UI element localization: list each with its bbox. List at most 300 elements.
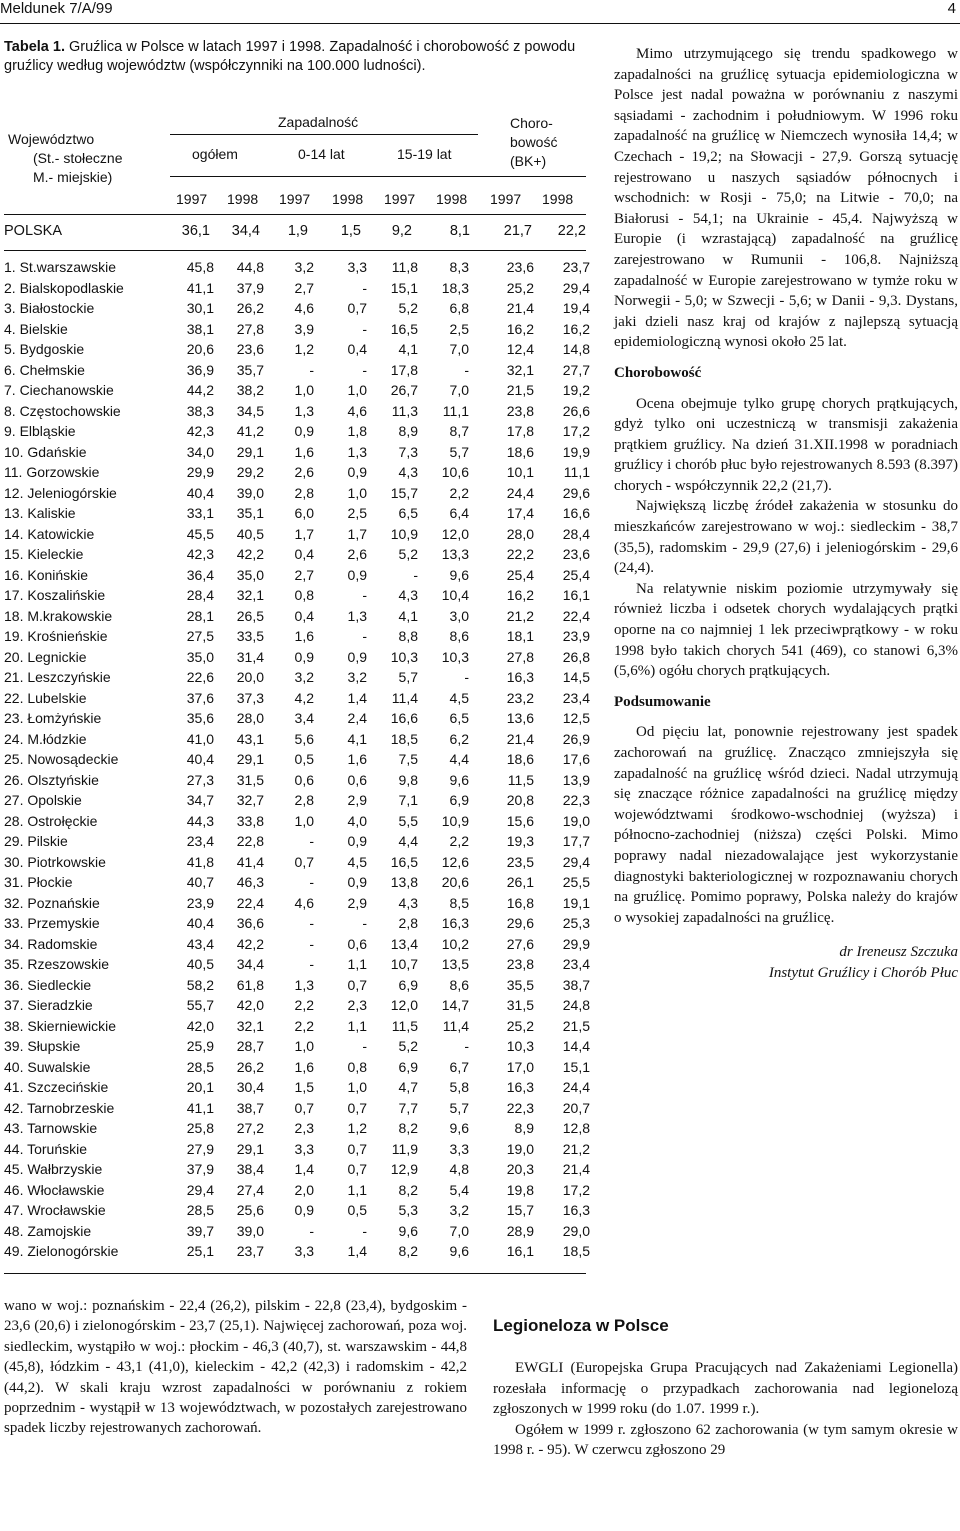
voivodeship-name: 34. Radomskie [4,935,98,952]
table-cell: 16,6 [562,505,590,521]
table-cell: 3,9 [294,320,314,337]
table-cell: 25,4 [562,566,590,583]
table-cell: 1,7 [294,525,314,542]
table-cell: 45,5 [186,525,214,542]
table-cell: 29,6 [562,484,590,501]
table-cell: - [362,587,367,603]
paragraph: EWGLI (Europejska Grupa Pracujących nad Zakażeniami Legionella) rozesłała informację o przypadkach zachorowania nad legionelozą zgłoszonych w 1999 roku (do 1.07. 1999 r.). [493,1360,958,1418]
bulletin-title: Meldunek 7/A/99 [0,0,113,17]
table-cell: 1,0 [347,382,367,398]
table-cell: 5,2 [398,1038,418,1054]
table-cell: 0,8 [347,1058,367,1075]
voivodeship-name: 42. Tarnobrzeskie [4,1099,115,1116]
table-cell: 2,9 [347,792,367,808]
table-cell: 11,5 [391,1017,418,1034]
table-cell: 8,9 [514,1120,534,1136]
table-row [4,585,590,606]
table-cell: 40,4 [186,915,214,931]
table-cell: 23,9 [562,628,590,644]
table-cell: 28,0 [236,710,264,726]
table-cell: 9,8 [398,771,418,788]
voivodeship-name: 15. Kieleckie [4,546,84,562]
table-cell: 44,2 [186,382,214,398]
polska-value: 34,4 [231,223,260,239]
col-head-miejskie: M.- miejskie) [33,169,113,185]
table-cell: 1,3 [347,607,367,624]
table-cell: 16,3 [441,915,469,931]
table-cell: 38,2 [236,382,264,398]
table-cell: 5,2 [398,300,418,316]
table-cell: - [362,915,367,931]
table-cell: - [309,361,314,378]
table-row [4,647,590,668]
table-cell: 21,4 [506,730,534,747]
table-cell: 42,0 [236,997,264,1013]
voivodeship-name: 27. Opolskie [4,792,82,808]
table-cell: 29,9 [186,464,214,480]
year-3: 1997 [279,191,311,207]
table-cell: - [362,628,367,644]
table-cell: 45,8 [186,259,214,275]
table-cell: 8,2 [398,1243,418,1259]
table-cell: 1,2 [347,1120,367,1136]
table-cell: 0,6 [347,771,367,788]
table-cell: 29,6 [506,915,534,931]
table-cell: 32,1 [236,587,264,603]
table-cell: 8,5 [449,894,469,911]
table-cell: 0,7 [347,1161,367,1177]
table-cell: 24,8 [562,997,590,1013]
table-cell: 38,7 [236,1099,264,1116]
table-cell: 36,6 [236,915,264,931]
table-cell: 2,2 [294,1017,314,1034]
table-cell: 1,2 [294,341,314,357]
voivodeship-table [4,257,590,1262]
table-cell: 26,9 [562,730,590,747]
table-cell: 19,9 [562,443,590,460]
table-cell: 16,6 [390,710,418,726]
table-cell: 3,2 [294,669,314,685]
table-cell: 6,0 [294,505,314,521]
voivodeship-name: 4. Bielskie [4,320,68,337]
paragraph: Ocena obejmuje tylko grupę chorych prątkujących, gdyż tylko oni uczestniczą w transmisji zakażenia prątkiem gruźlicy. Na dzień 31.XII.1998 w poradniach gruźlicy i chorób płuc było rejestrowanych 8.593 (8.397) chorych - współczynnik 22,2 (21,7). [614,395,958,494]
table-cell: 27,3 [186,771,214,788]
table-cell: 31,5 [236,771,264,788]
table-cell: 29,4 [562,279,590,296]
voivodeship-name: 41. Szczecińskie [4,1079,109,1095]
table-cell: 10,2 [441,935,469,952]
table-cell: 39,0 [236,484,264,501]
table-cell: 7,0 [449,341,469,357]
polska-value: 8,1 [449,223,470,239]
table-row [4,1139,590,1160]
table-cell: 3,4 [294,710,314,726]
table-cell: 3,3 [294,1243,314,1259]
table-cell: 28,5 [186,1202,214,1218]
table-cell: 20,6 [441,874,469,890]
table-cell: 10,4 [441,587,469,603]
voivodeship-name: 2. Bialskopodlaskie [4,279,124,296]
table-cell: 1,3 [347,443,367,460]
table-cell: 0,5 [347,1202,367,1218]
table-cell: 1,1 [347,956,367,972]
table-cell: 11,4 [391,689,418,706]
table-cell: - [362,279,367,296]
table-cell: 30,4 [236,1079,264,1095]
table-cell: 18,6 [506,751,534,767]
table-cell: 28,4 [186,587,214,603]
table-cell: 19,3 [506,833,534,849]
table-cell: - [309,935,314,952]
page-number: 4 [947,0,956,17]
table-cell: 7,7 [398,1099,418,1116]
table-cell: 1,7 [347,525,367,542]
table-cell: 1,4 [347,689,367,706]
table-cell: 23,7 [562,259,590,275]
table-cell: 37,6 [186,689,214,706]
polska-value: 1,5 [340,223,361,239]
table-cell: 4,1 [347,730,367,747]
table-cell: 12,5 [562,710,590,726]
table-cell: 2,2 [449,484,469,501]
table-cell: 1,6 [294,1058,314,1075]
voivodeship-name: 7. Ciechanowskie [4,382,114,398]
table-cell: 28,7 [236,1038,264,1054]
table-cell: 38,3 [186,402,214,419]
table-cell: 32,7 [236,792,264,808]
table-cell: 10,9 [441,812,469,829]
table-cell: - [309,956,314,972]
table-cell: 17,4 [506,505,534,521]
voivodeship-name: 23. Łomżyńskie [4,710,102,726]
paragraph: Na relatywnie niskim poziomie utrzymywały się również liczba i odsetek chorych wydalających prątki oporne na co najmniej 1 lek przeciwprątkowy - w roku 1998 było takich chorych 541 (469), co stanowi 6,3% (5,6%) ogółu chorych prątkujących. [614,580,958,680]
table-cell: 23,4 [562,956,590,972]
table-cell: - [362,361,367,378]
year-8: 1998 [542,191,574,207]
table-cell: 23,5 [506,853,534,870]
table-cell: 33,1 [186,505,214,521]
table-cell: 23,2 [506,689,534,706]
table-cell: 16,1 [562,587,590,603]
table-cell: 25,2 [506,279,534,296]
table-cell: 26,6 [562,402,590,419]
table-row [4,913,590,934]
table-cell: 4,0 [347,812,367,829]
table-cell: 10,3 [506,1038,534,1054]
table-cell: 25,3 [562,915,590,931]
table-row [4,1159,590,1180]
table-cell: 23,6 [236,341,264,357]
table-cell: 9,6 [398,1222,418,1239]
table-cell: 40,4 [186,751,214,767]
voivodeship-name: 38. Skierniewickie [4,1017,117,1034]
voivodeship-name: 46. Włocławskie [4,1181,105,1198]
table-row [4,893,590,914]
table-cell: 25,4 [506,566,534,583]
table-cell: 5,5 [398,812,418,829]
table-row [4,360,590,381]
rule-years-top [170,176,586,177]
table-cell: 8,6 [449,976,469,993]
table-cell: 34,5 [236,402,264,419]
voivodeship-name: 1. St.warszawskie [4,259,117,275]
table-cell: 9,6 [449,771,469,788]
table-cell: 0,5 [294,751,314,767]
polska-value: 1,9 [287,223,308,239]
table-cell: 5,7 [449,443,469,460]
col-head-stoleczne: (St.- stołeczne [33,150,123,166]
table-cell: 15,6 [506,812,534,829]
voivodeship-name: 22. Lubelskie [4,689,87,706]
table-cell: 38,7 [562,976,590,993]
table-cell: 11,4 [442,1017,469,1034]
table-cell: 18,3 [441,279,469,296]
voivodeship-name: 26. Olsztyńskie [4,771,99,788]
table-cell: 1,6 [347,751,367,767]
voivodeship-name: 47. Wrocławskie [4,1202,106,1218]
col-head-choro-3: (BK+) [510,153,547,169]
table-row [4,975,590,996]
table-row [4,831,590,852]
table-cell: 6,9 [398,976,418,993]
table-row [4,934,590,955]
table-cell: 21,4 [506,300,534,316]
voivodeship-name: 21. Leszczyńskie [4,669,111,685]
table-cell: 4,4 [449,751,469,767]
table-cell: 33,5 [236,628,264,644]
table-cell: 4,5 [347,853,367,870]
table-cell: 38,1 [186,320,214,337]
col-head-choro-1: Choro- [510,115,553,131]
table-cell: - [309,833,314,849]
table-cell: 23,4 [562,689,590,706]
table-cell: 13,6 [506,710,534,726]
table-cell: 39,7 [186,1222,214,1239]
table-cell: 11,9 [391,1140,418,1157]
table-cell: 26,2 [236,300,264,316]
table-row [4,319,590,340]
table-cell: - [362,1038,367,1054]
table-cell: 5,3 [398,1202,418,1218]
table-cell: 29,9 [562,935,590,952]
table-cell: 4,3 [398,464,418,480]
table-cell: 23,6 [562,546,590,562]
table-cell: 11,1 [563,464,590,480]
rule-polska-bottom [4,250,586,251]
table-cell: 22,4 [236,894,264,911]
table-cell: 15,7 [506,1202,534,1218]
table-cell: 40,5 [186,956,214,972]
table-row [4,1221,590,1242]
table-cell: 41,2 [236,423,264,439]
table-cell: 1,3 [294,976,314,993]
rule-table-bottom [4,1273,586,1274]
table-cell: 13,5 [441,956,469,972]
table-cell: 17,7 [562,833,590,849]
table-cell: 41,1 [186,279,214,296]
table-cell: 35,0 [236,566,264,583]
col-head-ogolem: ogółem [192,146,238,162]
table-cell: 7,1 [398,792,418,808]
table-cell: 22,3 [506,1099,534,1116]
table-cell: 33,8 [236,812,264,829]
table-cell: 29,1 [236,751,264,767]
table-cell: 4,1 [398,607,418,624]
right-column [614,44,958,984]
table-cell: 17,2 [562,1181,590,1198]
table-cell: 3,2 [347,669,367,685]
table-cell: 4,6 [294,894,314,911]
table-cell: 16,8 [506,894,534,911]
table-row [4,339,590,360]
table-cell: 2,6 [347,546,367,562]
table-cell: 35,5 [506,976,534,993]
table-cell: - [362,320,367,337]
table-row [4,1057,590,1078]
table-cell: 42,0 [186,1017,214,1034]
col-head-age-15-19: 15-19 lat [397,146,452,162]
table-cell: 27,4 [236,1181,264,1198]
table-cell: 2,3 [294,1120,314,1136]
table-cell: 2,4 [347,710,367,726]
table-cell: 40,7 [186,874,214,890]
table-row [4,1200,590,1221]
table-cell: 61,8 [236,976,264,993]
table-cell: 17,0 [506,1058,534,1075]
voivodeship-name: 39. Słupskie [4,1038,81,1054]
voivodeship-name: 6. Chełmskie [4,361,85,378]
table-cell: 4,3 [398,587,418,603]
table-cell: 7,0 [449,382,469,398]
table-row [4,483,590,504]
table-cell: 23,4 [186,833,214,849]
table-cell: 12,8 [562,1120,590,1136]
year-5: 1997 [384,191,416,207]
year-6: 1998 [436,191,468,207]
table-cell: 5,7 [398,669,418,685]
table-cell: 5,4 [449,1181,469,1198]
table-cell: 16,1 [506,1243,534,1259]
table-cell: 10,9 [390,525,418,542]
table-cell: 27,9 [186,1140,214,1157]
table-cell: 23,8 [506,402,534,419]
table-cell: 9,6 [449,566,469,583]
table-row [4,811,590,832]
voivodeship-name: 28. Ostrołęckie [4,812,98,829]
table-cell: 0,4 [294,607,314,624]
table-cell: 16,5 [390,320,418,337]
paragraph: Mimo utrzymującego się trendu spadkowego w zapadalności na gruźlicę sytuacja epidemiologiczna w Polsce jest nadal poważna w porównaniu z naszymi sąsiadami - zachodnim i południowym. W 1996 roku zapadalność na gruźlicę w Niemczech wynosiła 14,4; w Czechach - 19,2; na Słowacji - 27,9. Gorszą sytuację rejestrowano u naszych sąsiadów północnych i wschodnich: w Rosji - 75,0; na Litwie - 70,0; na Białorusi - 54,1; na Ukrainie - 45,4. Najwyższą w Europie (i wzrastającą) zapadalność na gruźlicę zarejestrowano w Rumunii - 106,8. Najniższą zapadalność w Europie zarejestrowano w tymże roku w Norwegii - 5,0; w Szwecji - 5,6; w Danii - 9,3. Dystans, jaki dzieli nasz kraj od krajów z najlepszą sytuacją epidemiologiczną wynosi około 25 lat. [614,46,958,351]
table-cell: 42,2 [236,935,264,952]
table-cell: 2,5 [449,320,469,337]
table-row [4,1036,590,1057]
table-cell: 12,9 [390,1161,418,1177]
table-cell: 6,4 [449,505,469,521]
table-cell: 16,5 [390,853,418,870]
table-cell: 6,9 [449,792,469,808]
voivodeship-name: 37. Sieradzkie [4,997,93,1013]
table-cell: 1,0 [347,1079,367,1095]
table-cell: 0,9 [347,874,367,890]
voivodeship-name: 35. Rzeszowskie [4,956,110,972]
table-cell: 1,8 [347,423,367,439]
table-cell: 29,4 [562,853,590,870]
table-cell: 11,5 [507,771,534,788]
col-head-zapadalnosc: Zapadalność [278,114,359,130]
table-cell: 18,5 [390,730,418,747]
table-cell: 0,7 [347,300,367,316]
table-cell: 0,6 [347,935,367,952]
table-cell: 1,0 [294,382,314,398]
table-cell: 34,0 [186,443,214,460]
table-row [4,708,590,729]
table-cell: 8,2 [398,1120,418,1136]
table-cell: 1,6 [294,628,314,644]
paragraph: wano w woj.: poznańskim - 22,4 (26,2), pilskim - 22,8 (23,4), bydgoskim - 23,6 (20,6) i zielonogórskim - 23,7 (25,1). Najwięcej zachorowań, poza woj. siedleckim, wystąpiło w woj.: płockim - 46,3 (40,7), st. warszawskim - 44,8 (45,8), łódzkim - 43,1 (41,0), kieleckim - 42,2 (42,3) i radomskim - 42,2 (44,2). W skali kraju wzrost zapadalności w porównaniu z rokiem poprzednim - wystąpił w 13 województwach, w pozostałych zarejestrowano spadek liczby rejestrowanych zachorowań. [4,1298,467,1437]
voivodeship-name: 25. Nowosądeckie [4,751,119,767]
table-cell: - [464,1038,469,1054]
paragraph: Największą liczbę źródeł zakażenia w stosunku do mieszkańców zarejestrowano w woj.: siedleckim - 38,7 (35,5), radomskim - 29,9 (27,6) i jeleniogórskim - 29,6 (24,4). [614,498,958,577]
table-cell: 23,8 [506,956,534,972]
table-cell: 19,4 [562,300,590,316]
table-caption-text: Gruźlica w Polsce w latach 1997 i 1998. Zapadalność i chorobowość z powodu gruźlicy według województw (współczynniki na 100.000 ludności). [4,39,576,74]
table-cell: 0,9 [294,423,314,439]
table-cell: 5,8 [449,1079,469,1095]
table-cell: 21,2 [506,607,534,624]
table-row [4,503,590,524]
table-cell: 6,5 [449,710,469,726]
table-cell: 2,6 [294,464,314,480]
table-cell: 37,9 [236,279,264,296]
voivodeship-name: 10. Gdańskie [4,443,87,460]
table-row [4,421,590,442]
table-cell: 58,2 [186,976,214,993]
table-cell: 19,2 [562,382,590,398]
table-cell: 22,6 [186,669,214,685]
table-cell: 12,4 [506,341,534,357]
table-cell: 3,0 [449,607,469,624]
table-cell: 3,3 [294,1140,314,1157]
voivodeship-name: 29. Pilskie [4,833,68,849]
table-cell: 2,9 [347,894,367,911]
table-cell: 23,7 [236,1243,264,1259]
table-cell: 1,1 [347,1017,367,1034]
table-row [4,401,590,422]
table-cell: 6,2 [449,730,469,747]
table-cell: 4,2 [294,689,314,706]
table-cell: 20,8 [506,792,534,808]
table-cell: 25,8 [186,1120,214,1136]
table-row [4,872,590,893]
table-cell: 3,2 [449,1202,469,1218]
table-cell: 8,9 [398,423,418,439]
table-cell: 5,7 [449,1099,469,1116]
table-row [4,606,590,627]
table-cell: 41,4 [236,853,264,870]
table-cell: 20,0 [236,669,264,685]
table-cell: 25,1 [186,1243,214,1259]
table-cell: 3,3 [347,259,367,275]
table-cell: 2,8 [294,792,314,808]
polska-value: 36,1 [181,223,210,239]
table-cell: 28,5 [186,1058,214,1075]
table-cell: 28,0 [506,525,534,542]
voivodeship-name: 44. Toruńskie [4,1140,88,1157]
table-cell: 26,2 [236,1058,264,1075]
table-cell: 35,7 [236,361,264,378]
table-cell: 11,1 [442,402,469,419]
table-cell: 3,3 [449,1140,469,1157]
